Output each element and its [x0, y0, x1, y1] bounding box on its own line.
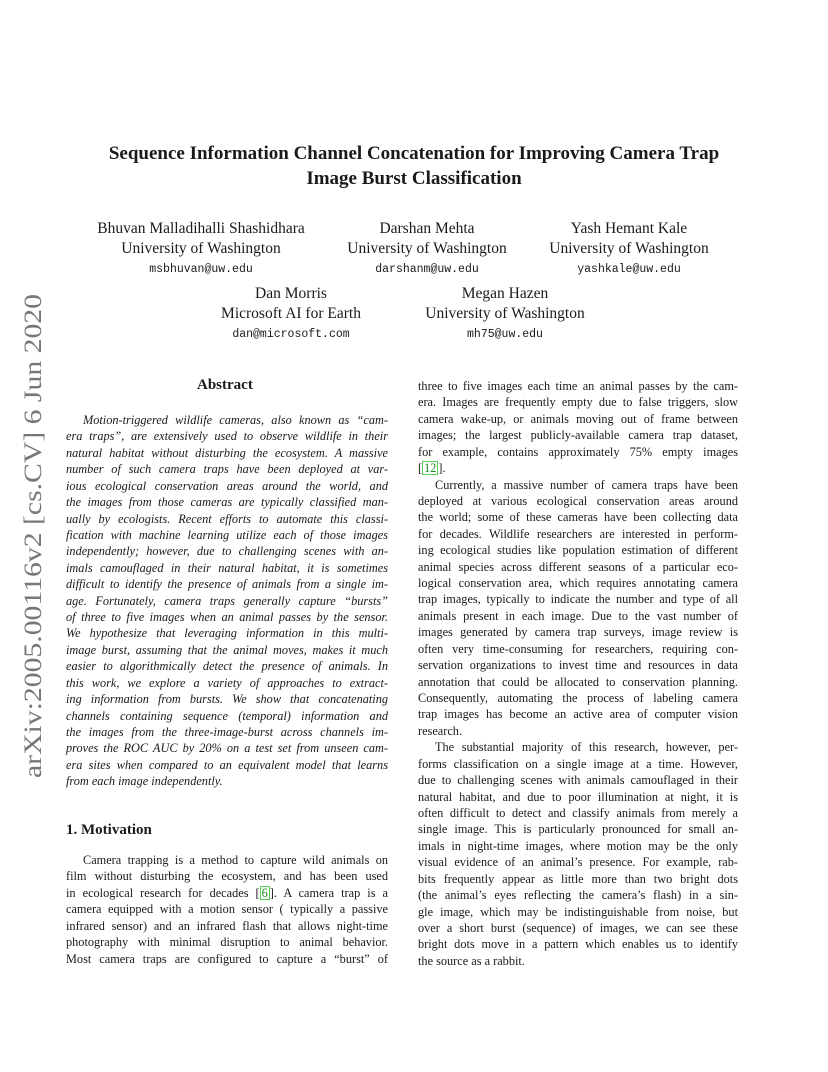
- author-affiliation: University of Washington: [347, 240, 507, 257]
- author-name: Megan Hazen: [461, 285, 549, 302]
- body-line: deployed at various ecological conservation areas around: [418, 493, 738, 508]
- motivation-line: camera equipped with a motion sensor ( typically a passive: [66, 902, 388, 917]
- abstract-body: [66, 412, 388, 790]
- author-4: [196, 284, 386, 345]
- body-line: natural habitat, and due to poor illumination at night, it is: [418, 789, 738, 804]
- author-affiliation: University of Washington: [549, 240, 709, 257]
- body-line: bits frequently appear as little more than two bright dots: [418, 871, 738, 886]
- body-line: visual evidence of an animal’s presence. For example, rab-: [418, 855, 738, 870]
- body-line: bright dots move in a pattern which enables us to identify: [418, 937, 738, 952]
- body-line: images generated by camera trap surveys, image review is: [418, 625, 738, 640]
- body-line: often difficult to detect and classify animals from merely a: [418, 805, 738, 820]
- body-line: trap images has become an active area of computer vision: [418, 707, 738, 722]
- author-2: [332, 219, 522, 280]
- abstract-line: era sites when compared to an equivalent model that learns: [66, 757, 388, 772]
- paper-title-line-2: Image Burst Classification: [306, 168, 522, 189]
- abstract-line: ing information from bursts. We show that concatenating: [66, 692, 388, 707]
- abstract-line: natural habitat without disturbing the ecosystem. A massive: [66, 445, 388, 460]
- motivation-line: film without disturbing the ecosystem, and has been used: [66, 869, 388, 884]
- abstract-line: of three to five images when an animal passes by the sensor.: [66, 610, 388, 625]
- author-5: [410, 284, 600, 345]
- right-column-body: [418, 378, 738, 969]
- author-email: mh75@uw.edu: [467, 328, 543, 341]
- body-line: animal species across different seasons of a particular eco-: [418, 559, 738, 574]
- abstract-line: proves the ROC AUC by 20% on a test set from unseen cam-: [66, 741, 388, 756]
- abstract-line: ually by ecologists. Recent efforts to automate this classi-: [66, 511, 388, 526]
- body-line: single image. This is particularly pronounced for small an-: [418, 822, 738, 837]
- body-line: The substantial majority of this research, however, per-: [435, 740, 738, 755]
- body-line: Currently, a massive number of camera traps have been: [435, 477, 738, 492]
- abstract-line: ious ecological conservation areas around the world, and: [66, 478, 388, 493]
- paper-title: [60, 141, 768, 191]
- abstract-line: the images from those cameras are typically classified man-: [66, 495, 388, 510]
- citation-link-6[interactable]: 6: [261, 885, 268, 900]
- body-line: animals present in each image. Due to the vast number of: [418, 608, 738, 623]
- body-line: camera wake-up, or animals moving out of frame between: [418, 411, 738, 426]
- body-line: [ 12 ].: [418, 461, 446, 476]
- author-name: Bhuvan Malladihalli Shashidhara: [97, 220, 305, 237]
- arxiv-identifier-text: arXiv:2005.00116v2 [cs.CV] 6 Jun 2020: [20, 370, 47, 778]
- abstract-line: Motion-triggered wildlife cameras, also known as “cam-: [83, 413, 388, 427]
- body-line: Consequently, automating the process of labeling camera: [418, 691, 738, 706]
- body-line: for example, contains approximately 75% empty images: [418, 444, 738, 459]
- abstract-line: this work, we explore a variety of approaches to extract-: [66, 675, 388, 690]
- author-email: dan@microsoft.com: [232, 328, 350, 341]
- body-line: the world; some of these cameras have been collecting data: [418, 510, 738, 525]
- body-line: research.: [418, 723, 463, 738]
- motivation-line-text: in ecological research for decades: [66, 885, 256, 900]
- body-line-text: .: [442, 461, 446, 476]
- abstract-line: channels containing sequence (temporal) information and: [66, 708, 388, 723]
- body-line: trap images, typically to indicate the number and type of all: [418, 592, 738, 607]
- motivation-line: Camera trapping is a method to capture wild animals on: [83, 853, 388, 867]
- author-name: Dan Morris: [255, 285, 327, 302]
- arxiv-identifier: [14, 294, 50, 778]
- abstract-line: image burst, assuming that the animal moves, makes it much: [66, 642, 388, 657]
- body-line: often very time-consuming for researchers, requiring con-: [418, 641, 738, 656]
- body-line: images; the largest publicly-available camera trap dataset,: [418, 428, 738, 443]
- author-affiliation: Microsoft AI for Earth: [221, 305, 361, 322]
- motivation-heading: 1. Motivation: [66, 822, 152, 838]
- body-line: imals in night-time images, where motion may be the only: [418, 838, 738, 853]
- motivation-line: photography with minimal disruption to animal behavior.: [66, 935, 388, 950]
- body-line: forms classification on a single image at a time. However,: [418, 756, 738, 771]
- author-email: yashkale@uw.edu: [577, 263, 681, 276]
- abstract-line: era traps”, are extensively used to observe wildlife in their: [66, 429, 388, 444]
- motivation-line-text: . A camera trap is a: [273, 885, 388, 900]
- author-email: msbhuvan@uw.edu: [149, 263, 253, 276]
- body-line: gle image, which may be indistinguishable from noise, but: [418, 904, 738, 919]
- author-name: Yash Hemant Kale: [570, 220, 688, 237]
- body-line: era. Images are frequently empty due to false triggers, slow: [418, 395, 738, 410]
- author-1: [80, 219, 322, 280]
- author-affiliation: University of Washington: [121, 240, 281, 257]
- abstract-line: easier to algorithmically detect the presence of animals. In: [66, 659, 388, 674]
- body-line: due to challenging scenes with animals camouflaged in their: [418, 773, 738, 788]
- motivation-line: Most camera traps are configured to capture a “burst” of: [66, 951, 388, 966]
- abstract-line: fication with machine learning utilize each of those images: [66, 527, 388, 542]
- author-affiliation: University of Washington: [425, 305, 585, 322]
- citation-link-12[interactable]: 12: [424, 461, 437, 476]
- paper-title-line-1: Sequence Information Channel Concatenation for Improving Camera Trap: [108, 143, 720, 164]
- abstract-heading: Abstract: [197, 377, 253, 393]
- abstract-line: imals camouflaged in their natural habitat, it is sometimes: [66, 560, 388, 575]
- motivation-body: [66, 852, 388, 967]
- author-email: darshanm@uw.edu: [375, 263, 479, 276]
- body-line: servation organizations to invest time and resources in data: [418, 658, 738, 673]
- body-line: the source as a rabbit.: [418, 953, 525, 968]
- body-line: ing ecological studies like population estimation of different: [418, 543, 738, 558]
- body-line: logical conservation area, which requires annotating camera: [418, 576, 738, 591]
- motivation-line: in ecological research for decades [ 6 ]. A camera trap is a: [66, 885, 388, 900]
- abstract-line: We hypothesize that leveraging information in this multi-: [66, 626, 388, 641]
- author-name: Darshan Mehta: [379, 220, 475, 237]
- abstract-line: number of such camera traps have been deployed at var-: [66, 462, 388, 477]
- abstract-line: the images from the three-image-burst across channels im-: [66, 725, 388, 740]
- body-line: annotation that could be allocated to conservation planning.: [418, 674, 738, 689]
- abstract-line: independently; however, due to challenging scenes with an-: [66, 544, 388, 559]
- body-line: over a short burst (sequence) of images, we can see these: [418, 920, 738, 935]
- body-line: (the animal’s eyes reflecting the camera’s flash) in a sin-: [418, 888, 738, 903]
- body-line: three to five images each time an animal passes by the cam-: [418, 379, 738, 393]
- motivation-line: infrared sensor) and an infrared flash that allows night-time: [66, 918, 388, 933]
- author-3: [534, 219, 724, 280]
- body-line: for decades. Wildlife researchers are interested in perform-: [418, 526, 738, 541]
- abstract-line: from each image independently.: [66, 774, 223, 789]
- abstract-line: difficult to identify the presence of animals from a single im-: [66, 577, 388, 592]
- abstract-line: age. Fortunately, camera traps generally capture “bursts”: [66, 593, 388, 608]
